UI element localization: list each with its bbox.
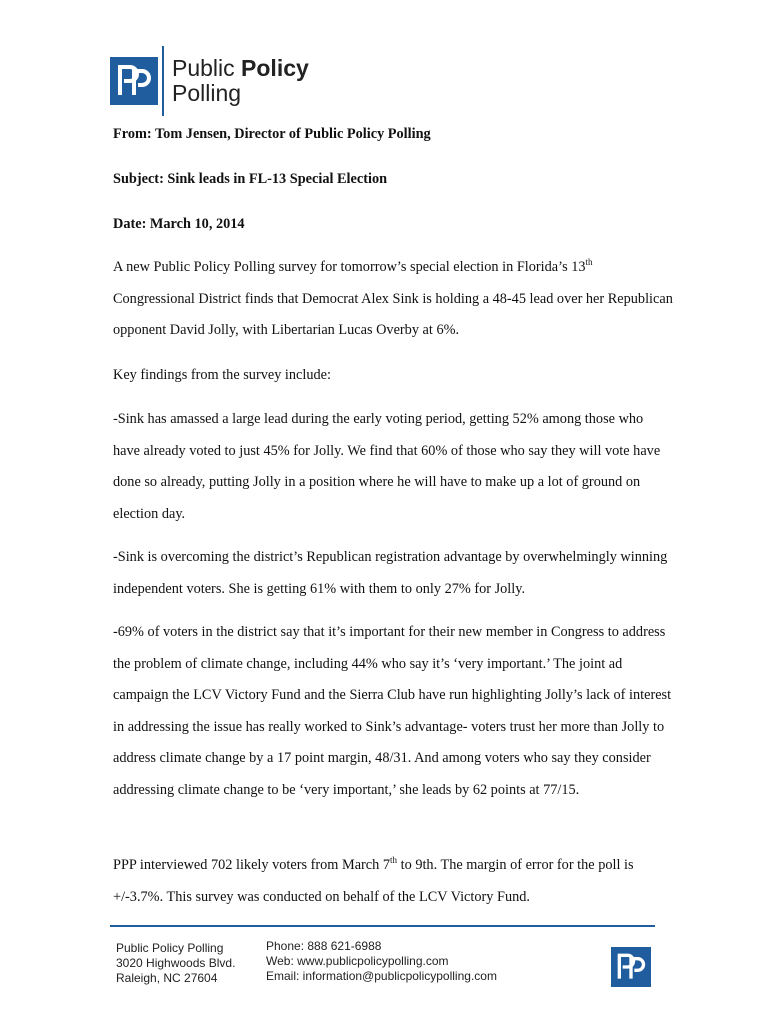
memo-date: Date: March 10, 2014 [113,216,245,232]
finding-climate-change: -69% of voters in the district say that it’s important for their new member in Congress to address the problem of climate change, including 44% who say it’s ‘very important.’ The joint ad campaign the LCV Victory Fund and the Sierra Club have run highlighting Jolly’s lack of interest in addressing the issue has really worked to Sink’s advantage- voters trust her more than Jolly to address climate change by a 17 point margin, 48/31. And among voters who say they consider addressing climate change to be ‘very important,’ she leads by 62 points at 77/15. [113,624,672,798]
footer-street: 3020 Highwoods Blvd. [116,956,236,970]
logo-divider [162,46,164,116]
methodology-paragraph: PPP interviewed 702 likely voters from March 7th to 9th. The margin of error for the poll is +/-3.7%. This survey was conducted on behalf of the LCV Victory Fund. [113,855,634,905]
logo-policy: Policy [241,55,309,81]
footer-web[interactable]: Web: www.publicpolicypolling.com [266,954,449,968]
footer-city: Raleigh, NC 27604 [116,971,218,985]
footer-divider [110,925,655,927]
logo-polling: Polling [172,80,242,106]
memo-from: From: Tom Jensen, Director of Public Policy Polling [113,126,431,142]
footer-contact [266,939,497,984]
intro-paragraph: A new Public Policy Polling survey for tomorrow’s special election in Florida’s 13th Congressional District finds that Democrat Alex Sink is holding a 48-45 lead over her Republican opponent David Jolly, with Libertarian Lucas Overby at 6%. [113,257,673,338]
footer-logo-icon [611,947,651,987]
ppp-logo-mark-icon [110,57,158,105]
footer-email[interactable]: Email: information@publicpolicypolling.com [266,969,497,983]
footer-phone: Phone: 888 621-6988 [266,939,382,953]
memo-subject: Subject: Sink leads in FL-13 Special Election [113,171,388,187]
logo-wordmark [172,56,309,106]
ppp-logo [110,46,309,116]
logo-public: Public [172,55,242,81]
footer-address [116,941,235,986]
key-findings-heading: Key findings from the survey include: [113,367,331,383]
footer-org: Public Policy Polling [116,941,224,955]
finding-early-voting: -Sink has amassed a large lead during the early voting period, getting 52% among those who have already voted to just 45% for Jolly. We find that 60% of those who say they will vote have done so already, putting Jolly in a position where he will have to make up a lot of ground on election day. [113,411,661,522]
finding-independents: -Sink is overcoming the district’s Republican registration advantage by overwhelmingly winning independent voters. She is getting 61% with them to only 27% for Jolly. [113,549,668,597]
